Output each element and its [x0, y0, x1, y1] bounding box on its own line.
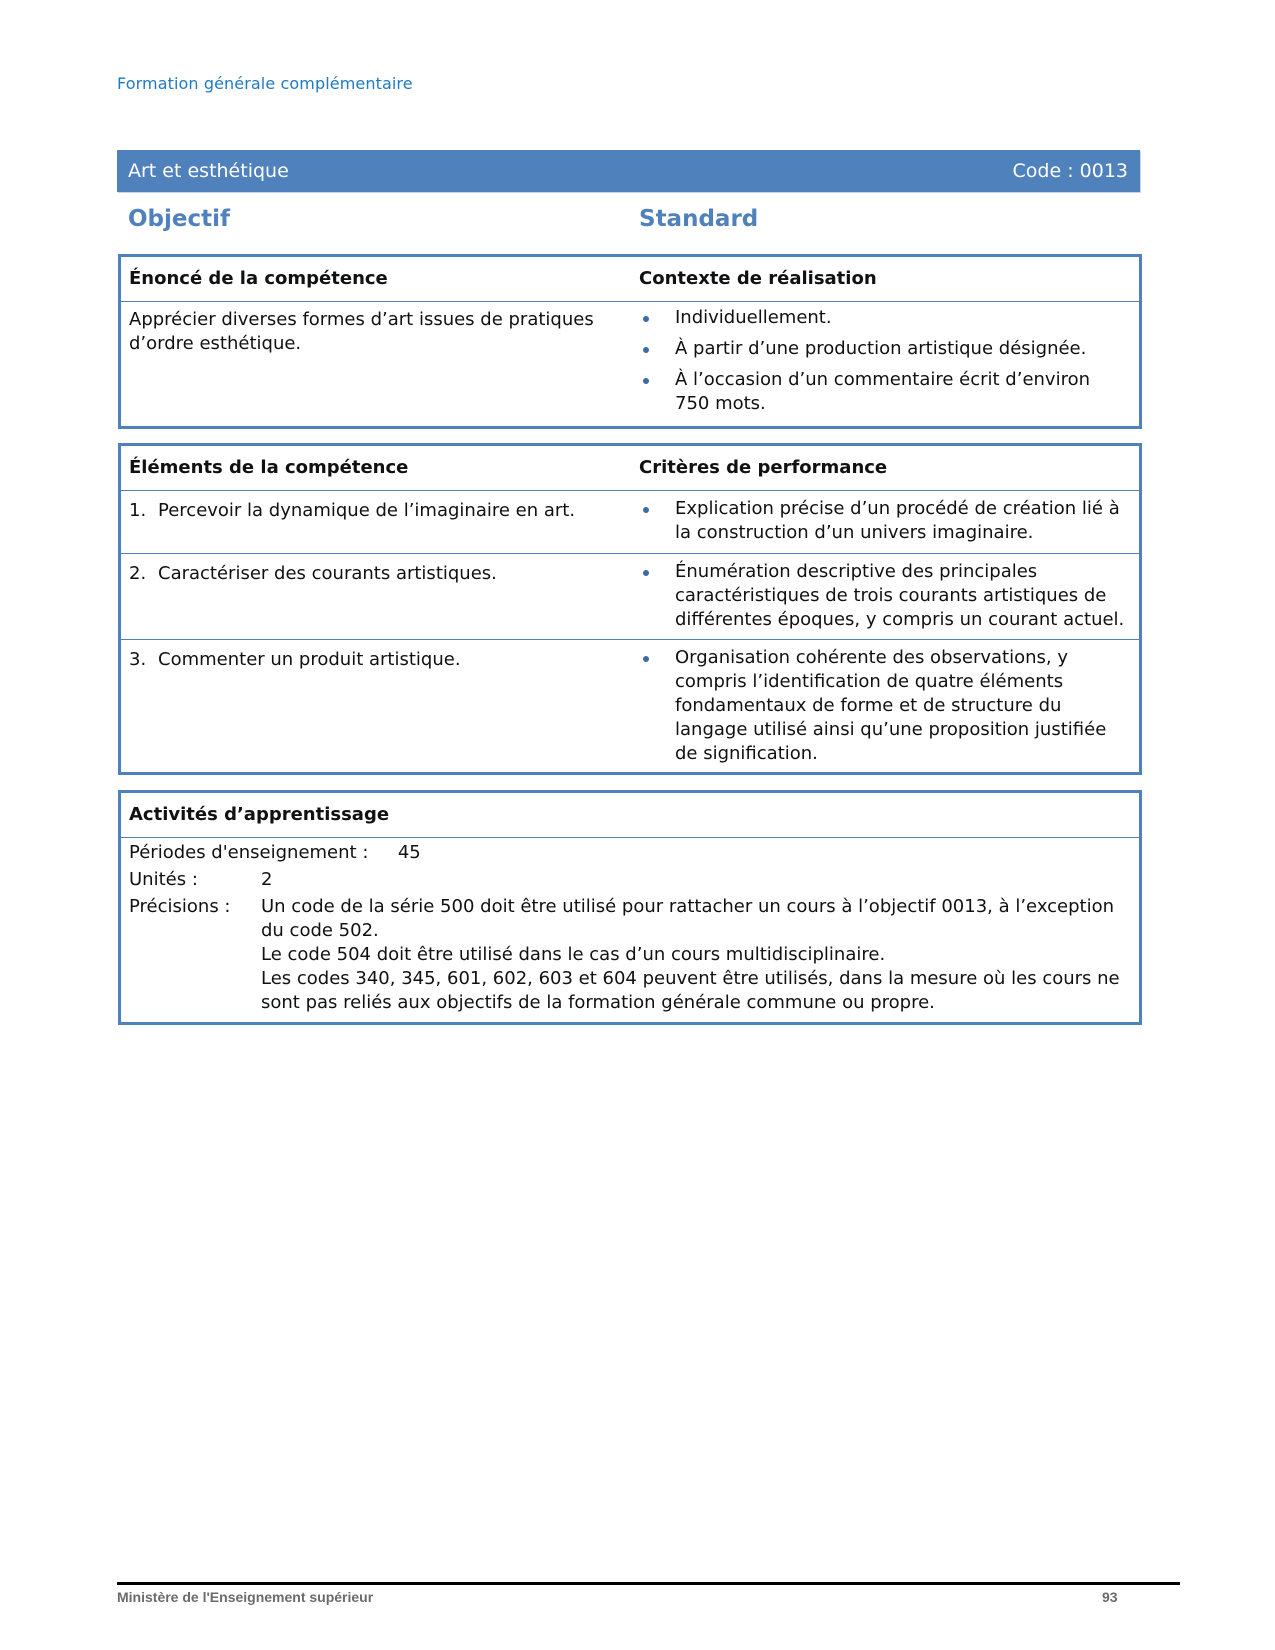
table-row	[121, 639, 1139, 766]
details-line: Le code 504 doit être utilisé dans le cas d’un cours multidisciplinaire.	[261, 944, 886, 965]
criterion-item: Énumération descriptive des principales caractéristiques de trois courants artistiques de différentes époques, y compris un courant actuel.	[639, 560, 1131, 632]
element-cell	[121, 497, 630, 553]
footer-publisher: Ministère de l'Enseignement supérieur	[117, 1589, 374, 1605]
standard-heading: Standard	[639, 206, 759, 232]
element-cell	[121, 646, 630, 766]
table-row	[121, 490, 1139, 553]
footer-rule	[117, 1582, 1180, 1585]
elements-table	[118, 443, 1142, 775]
element-number: 3.	[129, 649, 147, 670]
element-text: Percevoir la dynamique de l’imaginaire en art.	[158, 500, 576, 521]
elements-header-row	[121, 446, 1139, 490]
course-title: Art et esthétique	[128, 160, 289, 182]
element-number: 2.	[129, 563, 147, 584]
context-list	[639, 306, 1131, 416]
criterion-cell	[630, 497, 1139, 553]
context-item: Individuellement.	[639, 306, 1131, 330]
periods-row	[129, 841, 1131, 868]
context-item: À l’occasion d’un commentaire écrit d’environ 750 mots.	[639, 368, 1131, 416]
activities-header: Activités d’apprentissage	[129, 804, 390, 825]
element-cell	[121, 560, 630, 639]
context-list-cell	[630, 306, 1139, 416]
details-label: Précisions :	[129, 896, 231, 917]
details-line: Un code de la série 500 doit être utilisé pour rattacher un cours à l’objectif 0013, à l’exception du code 502.	[261, 896, 1115, 941]
units-row	[129, 868, 1131, 895]
column-headings	[117, 206, 1140, 240]
competence-table	[118, 254, 1142, 429]
criterion-cell	[630, 560, 1139, 639]
competence-header-row	[121, 257, 1139, 301]
element-text: Commenter un produit artistique.	[158, 649, 461, 670]
criterion-cell	[630, 646, 1139, 766]
criterion-item: Explication précise d’un procédé de création lié à la construction d’un univers imaginaire.	[639, 497, 1131, 545]
activities-details	[129, 841, 1131, 1015]
element-text: Caractériser des courants artistiques.	[158, 563, 497, 584]
table-row	[121, 553, 1139, 639]
running-header: Formation générale complémentaire	[117, 74, 413, 93]
criterion-item: Organisation cohérente des observations, y compris l’identification de quatre éléments fondamentaux de forme et de structure du langage utilisé ainsi qu’une proposition justifiée de signification.	[639, 646, 1131, 766]
activities-body-row	[121, 837, 1139, 1015]
course-code: Code : 0013	[1012, 160, 1128, 182]
units-value: 2	[261, 869, 273, 890]
activities-table	[118, 790, 1142, 1025]
competence-statement: Apprécier diverses formes d’art issues de pratiques d’ordre esthétique.	[129, 309, 594, 354]
activities-header-row	[121, 793, 1139, 837]
course-title-bar	[117, 150, 1140, 192]
periods-value: 45	[397, 842, 421, 863]
element-number: 1.	[129, 500, 147, 521]
criteria-header: Critères de performance	[639, 457, 888, 478]
page-number: 93	[1102, 1589, 1118, 1605]
units-label: Unités :	[129, 869, 198, 890]
details-row	[129, 895, 1131, 1015]
statement-header: Énoncé de la compétence	[129, 268, 388, 289]
details-line: Les codes 340, 345, 601, 602, 603 et 604 peuvent être utilisés, dans la mesure où les cours ne sont pas reliés aux objectifs de la formation générale commune ou propre.	[261, 968, 1120, 1013]
context-header: Contexte de réalisation	[639, 268, 877, 289]
competence-body-row	[121, 301, 1139, 416]
elements-header: Éléments de la compétence	[129, 457, 409, 478]
context-item: À partir d’une production artistique désignée.	[639, 337, 1131, 361]
objective-heading: Objectif	[128, 206, 231, 232]
periods-label: Périodes d'enseignement :	[129, 842, 369, 863]
